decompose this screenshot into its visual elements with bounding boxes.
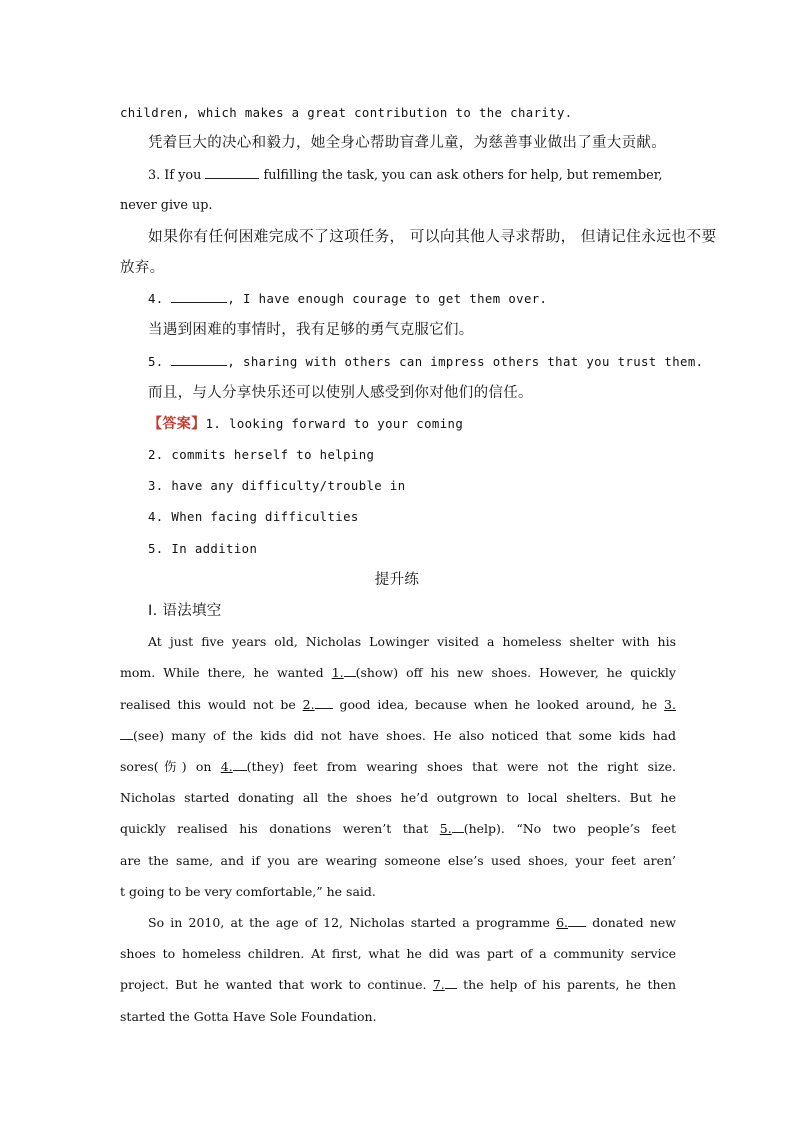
blank-number: 1. [331,665,344,680]
answer-line-3: 3. have any difficulty/trouble in [148,479,406,493]
answer-blank [171,290,227,303]
passage-line: Nicholas started donating all the shoes he’d outgrown to local shelters. But he [120,790,676,805]
subsection-heading: Ⅰ. 语法填空 [148,603,222,619]
chinese-translation: 当遇到困难的事情时，我有足够的勇气克服它们。 [148,322,474,338]
blank-number: 5. [439,821,452,836]
item-text: fulfilling the task, you can ask others for help, but remember, [263,168,663,183]
item-text: , sharing with others can impress others that you trust them. [227,355,704,369]
passage-line [120,758,676,776]
answer-line-2: 2. commits herself to helping [148,448,375,462]
passage-line [120,696,676,714]
passage-text: mom. While there, he wanted [120,665,324,680]
answer-tag: 【答案】 [148,416,206,432]
blank-number: 3. [664,697,676,712]
passage-text: So in 2010, at the age of 12, Nicholas started a programme [148,915,550,930]
passage-text: (help). “No two people’s feet [463,821,677,836]
passage-line [120,976,676,994]
answer-blank [344,664,356,677]
answer-line-4: 4. When facing difficulties [148,510,359,524]
answer-blank [171,353,227,366]
passage-text: quickly realised his donations weren’t that [120,821,429,836]
passage-text: sores(伤) on [120,759,212,774]
passage-text: (see) many of the kids did not have shoes. He also noticed that some kids had [133,728,676,743]
passage-line [120,727,676,745]
answer-text: 1. looking forward to your coming [205,417,464,431]
chinese-translation: 而且，与人分享快乐还可以使别人感受到你对他们的信任。 [148,385,533,401]
blank-number: 7. [432,977,445,992]
answer-blank [568,914,586,927]
answer-blank [233,758,247,771]
chinese-translation: 放弃。 [120,260,165,276]
passage-line: t going to be very comfortable,” he said. [120,884,376,899]
passage-line: shoes to homeless children. At first, what he did was part of a community service [120,946,676,961]
answer-blank [452,820,464,833]
passage-text: project. But he wanted that work to continue. [120,977,427,992]
passage-line [148,914,676,932]
answer-line-1 [148,415,676,433]
item-text: 3. If you [148,168,202,183]
passage-line [120,664,676,682]
passage-line: At just five years old, Nicholas Lowinger visited a homeless shelter with his [148,634,676,649]
answer-blank [445,976,457,989]
exercise-item-4 [148,290,676,308]
passage-text: donated new [592,915,676,930]
passage-text: the help of his parents, he then [463,977,676,992]
passage-line: started the Gotta Have Sole Foundation. [120,1009,377,1024]
item-text: , I have enough courage to get them over. [227,292,548,306]
passage-line [120,820,676,838]
answer-line-5: 5. In addition [148,542,258,556]
exercise-item-5 [148,353,704,371]
blank-number: 2. [302,697,315,712]
passage-line: are the same, and if you are wearing someone else’s used shoes, your feet aren’ [120,853,676,868]
text-line: children, which makes a great contribution to the charity. [120,106,573,120]
item-text: 4. [148,292,164,306]
passage-text: (they) feet from wearing shoes that were not the right size. [246,759,676,774]
blank-number: 6. [556,915,569,930]
answer-blank [315,696,333,709]
passage-text: realised this would not be [120,697,296,712]
blank-number: 4. [220,759,233,774]
chinese-translation: 如果你有任何困难完成不了这项任务， 可以向其他人寻求帮助， 但请记住永远也不要 [148,228,717,245]
passage-text: (show) off his new shoes. However, he quickly [355,665,676,680]
answer-blank [205,166,259,179]
passage-text: good idea, because when he looked around, he [339,697,658,712]
item-text: 5. [148,355,164,369]
section-heading: 提升练 [374,572,420,588]
chinese-translation: 凭着巨大的决心和毅力，她全身心帮助盲聋儿童，为慈善事业做出了重大贡献。 [148,135,666,151]
text-line: never give up. [120,198,213,213]
exercise-item-3 [148,166,676,185]
answer-blank [120,727,133,740]
